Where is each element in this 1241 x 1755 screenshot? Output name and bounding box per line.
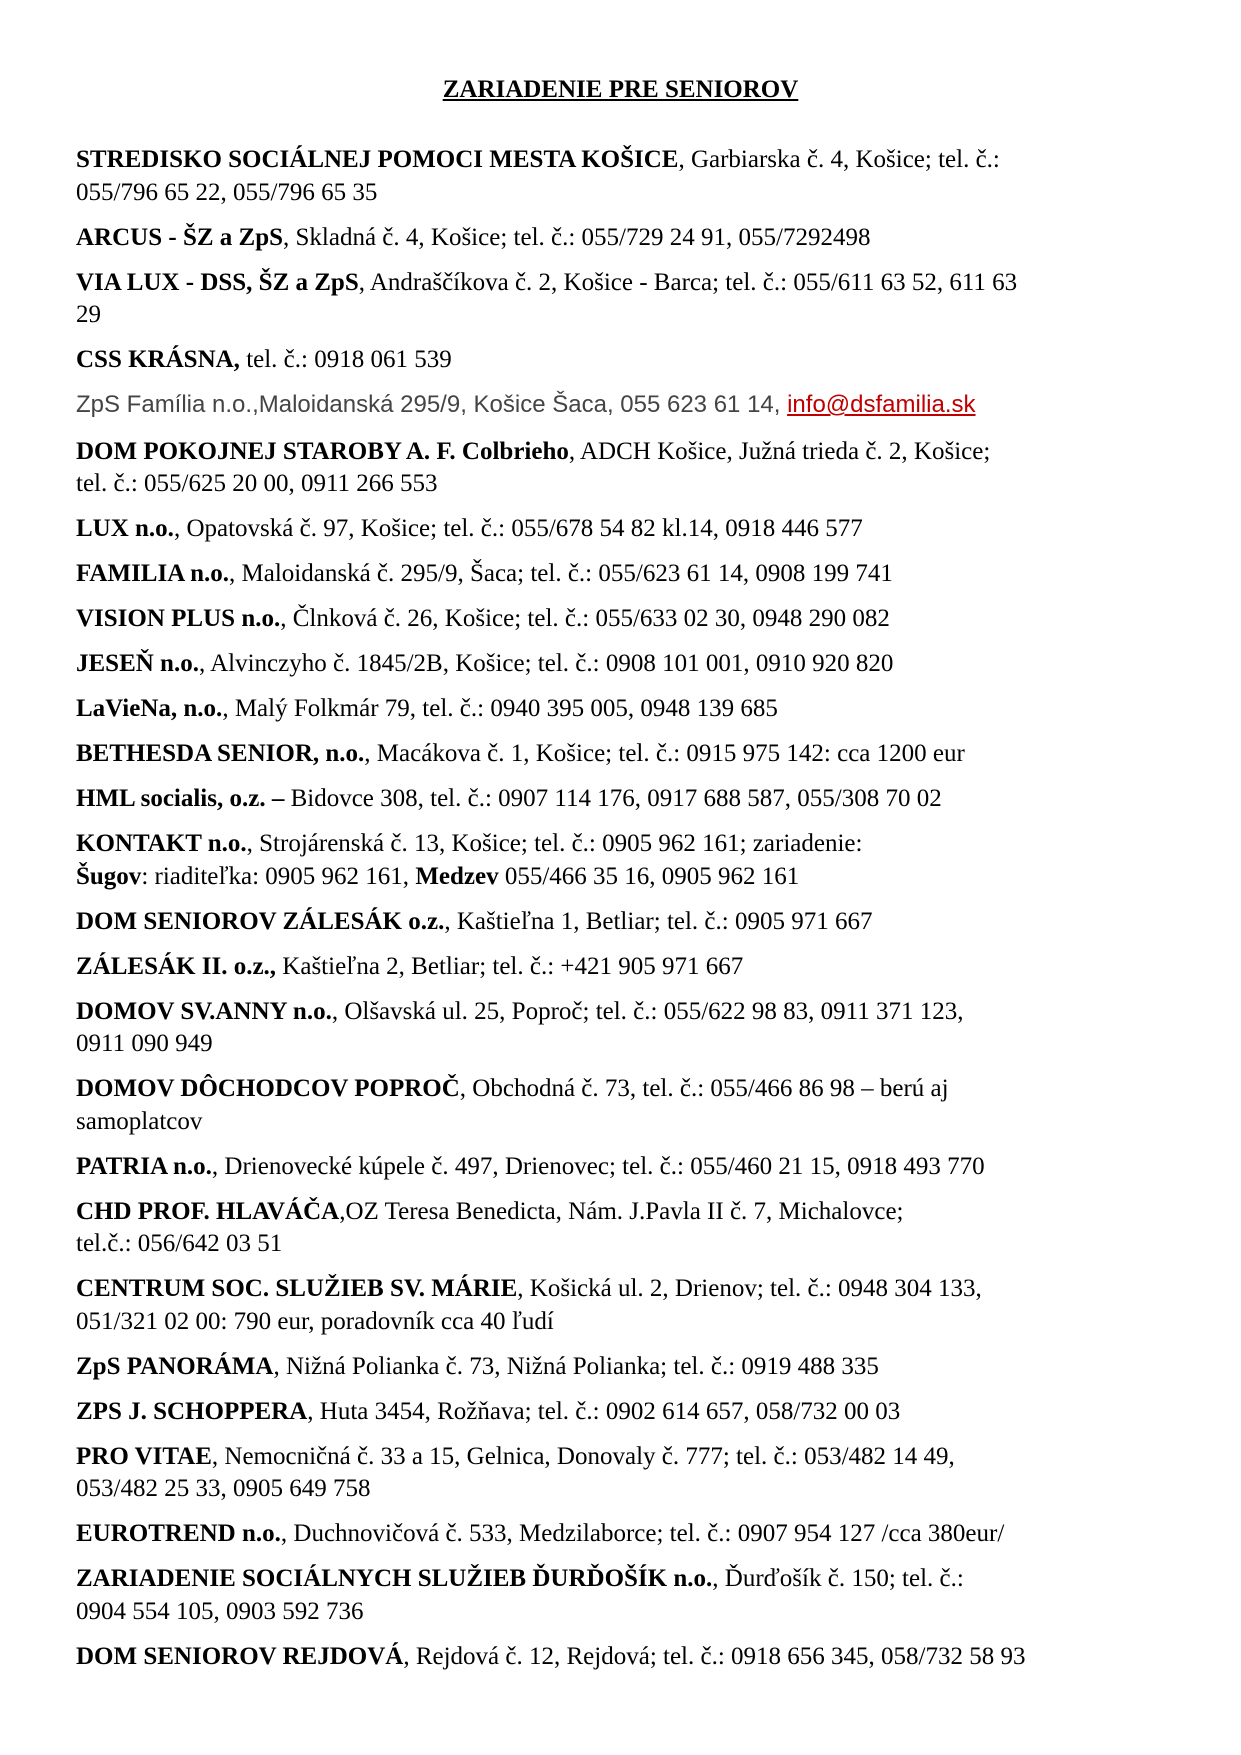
facility-name: PRO VITAE bbox=[76, 1442, 212, 1470]
facility-name: DOMOV DÔCHODCOV POPROČ bbox=[76, 1075, 460, 1102]
list-item bbox=[76, 144, 1176, 209]
facility-name: JESEŇ n.o. bbox=[76, 650, 199, 677]
facility-name: DOM POKOJNEJ STAROBY A. F. Colbrieho bbox=[76, 437, 569, 465]
facility-name: ZÁLESÁK II. o.z., bbox=[76, 952, 277, 980]
facility-details: , Skladná č. 4, Košice; tel. č.: 055/729 24 91, 055/7292498 bbox=[283, 223, 871, 251]
list-item bbox=[76, 906, 1176, 939]
facility-name: HML socialis, o.z. – bbox=[76, 785, 285, 812]
list-item bbox=[76, 648, 1176, 681]
facility-name: FAMILIA n.o. bbox=[76, 560, 230, 587]
facility-details: , Košická ul. 2, Drienov; tel. č.: 0948 304 133, bbox=[517, 1275, 982, 1302]
facility-details: , Kaštieľna 1, Betliar; tel. č.: 0905 971 667 bbox=[444, 907, 873, 935]
facility-name: BETHESDA SENIOR, n.o. bbox=[76, 740, 365, 767]
facility-name: DOM SENIOROV ZÁLESÁK o.z. bbox=[76, 907, 445, 935]
list-item bbox=[76, 828, 1176, 893]
facility-details-line2: tel.č.: 056/642 03 51 bbox=[76, 1230, 283, 1257]
facility-name: KONTAKT n.o. bbox=[76, 830, 247, 857]
list-item bbox=[76, 436, 1176, 501]
facility-details-line2: 0911 090 949 bbox=[76, 1030, 213, 1057]
facility-name: DOM SENIOROV REJDOVÁ bbox=[76, 1642, 404, 1670]
list-item bbox=[76, 267, 1176, 332]
list-item bbox=[76, 1641, 1176, 1674]
facility-details: , Olšavská ul. 25, Poproč; tel. č.: 055/622 98 83, 0911 371 123, bbox=[331, 997, 964, 1025]
facility-details: , Alvinczyho č. 1845/2B, Košice; tel. č.: 0908 101 001, 0910 920 820 bbox=[198, 650, 894, 677]
facility-details: , Rejdová č. 12, Rejdová; tel. č.: 0918 656 345, 058/732 58 93 bbox=[403, 1642, 1026, 1670]
facility-details: , Opatovská č. 97, Košice; tel. č.: 055/678 54 82 kl.14, 0918 446 577 bbox=[173, 515, 863, 542]
list-item bbox=[76, 558, 1176, 591]
facility-details: tel. č.: 0918 061 539 bbox=[239, 346, 452, 373]
facility-details: , Nemocničná č. 33 a 15, Gelnica, Donovaly č. 777; tel. č.: 053/482 14 49, bbox=[211, 1442, 955, 1470]
facility-details: Kaštieľna 2, Betliar; tel. č.: +421 905 971 667 bbox=[276, 952, 744, 980]
list-item bbox=[76, 344, 1176, 377]
facility-name: STREDISKO SOCIÁLNEJ POMOCI MESTA KOŠICE bbox=[76, 146, 679, 173]
facility-details: Bidovce 308, tel. č.: 0907 114 176, 0917 688 587, 055/308 70 02 bbox=[284, 785, 942, 812]
facility-name: ZARIADENIE SOCIÁLNYCH SLUŽIEB ĎURĎOŠÍK n.o. bbox=[76, 1565, 713, 1592]
facility-details: , Maloidanská č. 295/9, Šaca; tel. č.: 055/623 61 14, 0908 199 741 bbox=[229, 560, 893, 587]
facility-details: , Ďurďošík č. 150; tel. č.: bbox=[712, 1565, 964, 1592]
email-link[interactable]: info@dsfamilia.sk bbox=[787, 391, 976, 418]
list-item bbox=[76, 1073, 1176, 1138]
list-item bbox=[76, 1518, 1176, 1551]
branch-name: Šugov bbox=[76, 862, 142, 890]
list-item bbox=[76, 1351, 1176, 1384]
list-item bbox=[76, 738, 1176, 771]
facility-details-line2: 055/796 65 22, 055/796 65 35 bbox=[76, 178, 378, 206]
facility-details-line2: 053/482 25 33, 0905 649 758 bbox=[76, 1475, 371, 1502]
list-item bbox=[76, 951, 1176, 984]
facility-name: EUROTREND n.o. bbox=[76, 1520, 281, 1547]
list-item bbox=[76, 1151, 1176, 1184]
facility-details: , Drienovecké kúpele č. 497, Drienovec; tel. č.: 055/460 21 15, 0918 493 770 bbox=[211, 1152, 985, 1180]
list-item bbox=[76, 693, 1176, 726]
facility-name: VISION PLUS n.o. bbox=[76, 605, 281, 632]
page-title: ZARIADENIE PRE SENIOROV bbox=[442, 76, 799, 103]
facility-details-line2: 29 bbox=[76, 301, 101, 328]
list-item bbox=[76, 222, 1176, 255]
facility-name: ZpS PANORÁMA bbox=[76, 1352, 274, 1380]
facility-details: , Andraščíkova č. 2, Košice - Barca; tel. č.: 055/611 63 52, 611 63 bbox=[358, 268, 1018, 296]
facility-details-line2: 051/321 02 00: 790 eur, poradovník cca 40 ľudí bbox=[76, 1307, 554, 1335]
facility-details-line2: samoplatcov bbox=[76, 1107, 203, 1135]
facility-details: , Malý Folkmár 79, tel. č.: 0940 395 005, 0948 139 685 bbox=[222, 695, 778, 722]
facility-details: , Nižná Polianka č. 73, Nižná Polianka; tel. č.: 0919 488 335 bbox=[273, 1352, 879, 1380]
facility-details: , Garbiarska č. 4, Košice; tel. č.: bbox=[678, 146, 1000, 173]
branch-name: Medzev bbox=[415, 862, 499, 890]
facility-details-line2: 0904 554 105, 0903 592 736 bbox=[76, 1597, 364, 1625]
facility-details: , Obchodná č. 73, tel. č.: 055/466 86 98 – berú aj bbox=[459, 1075, 949, 1102]
list-item bbox=[76, 1441, 1176, 1506]
entry-text: ZpS Família n.o.,Maloidanská 295/9, Košice Šaca, 055 623 61 14, bbox=[76, 391, 788, 418]
facility-name: CENTRUM SOC. SLUŽIEB SV. MÁRIE bbox=[76, 1275, 518, 1302]
list-item bbox=[76, 389, 1176, 422]
facility-details: ,OZ Teresa Benedicta, Nám. J.Pavla II č. 7, Michalovce; bbox=[339, 1197, 904, 1225]
facility-details: , Duchnovičová č. 533, Medzilaborce; tel. č.: 0907 954 127 /cca 380eur/ bbox=[280, 1520, 1005, 1547]
facility-name: ZPS J. SCHOPPERA bbox=[76, 1397, 308, 1425]
facility-name: LaVieNa, n.o. bbox=[76, 695, 223, 722]
list-item bbox=[76, 783, 1176, 816]
list-item bbox=[76, 603, 1176, 636]
facility-name: CHD PROF. HLAVÁČA bbox=[76, 1197, 340, 1225]
list-item bbox=[76, 996, 1176, 1061]
facility-details: , ADCH Košice, Južná trieda č. 2, Košice; bbox=[568, 437, 991, 465]
list-item bbox=[76, 1273, 1176, 1338]
list-item bbox=[76, 1396, 1176, 1429]
facility-details-line2: tel. č.: 055/625 20 00, 0911 266 553 bbox=[76, 470, 438, 497]
facility-list bbox=[76, 144, 1176, 1686]
facility-details: , Huta 3454, Rožňava; tel. č.: 0902 614 657, 058/732 00 03 bbox=[307, 1397, 901, 1425]
facility-name: LUX n.o. bbox=[76, 515, 174, 542]
list-item bbox=[76, 1563, 1176, 1628]
facility-name: CSS KRÁSNA, bbox=[76, 346, 240, 373]
branch-details: : riaditeľka: 0905 962 161, bbox=[141, 862, 416, 890]
facility-name: VIA LUX - DSS, ŠZ a ZpS bbox=[76, 268, 359, 296]
facility-name: DOMOV SV.ANNY n.o. bbox=[76, 997, 332, 1025]
facility-details: , Strojárenská č. 13, Košice; tel. č.: 0905 962 161; zariadenie: bbox=[246, 830, 863, 857]
facility-name: PATRIA n.o. bbox=[76, 1152, 212, 1180]
facility-details: , Macákova č. 1, Košice; tel. č.: 0915 975 142: cca 1200 eur bbox=[364, 740, 965, 767]
list-item bbox=[76, 1196, 1176, 1261]
list-item bbox=[76, 513, 1176, 546]
branch-details: 055/466 35 16, 0905 962 161 bbox=[498, 862, 800, 890]
facility-details: , Člnková č. 26, Košice; tel. č.: 055/633 02 30, 0948 290 082 bbox=[280, 605, 890, 632]
facility-name: ARCUS - ŠZ a ZpS bbox=[76, 223, 284, 251]
